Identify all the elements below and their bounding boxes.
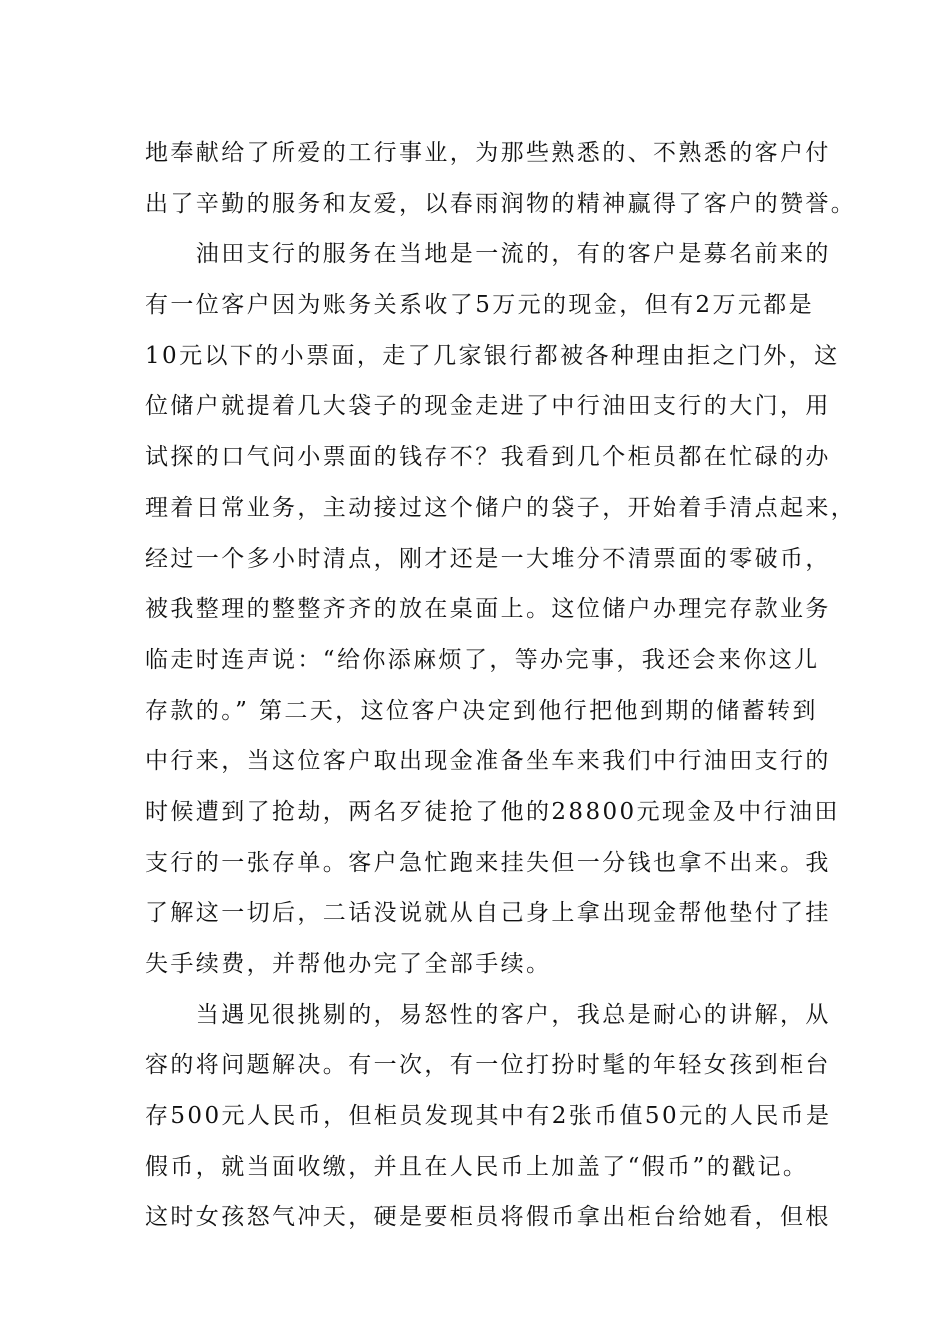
body-text [145, 128, 857, 1243]
text-line: 位储户就提着几大袋子的现金走进了中行油田支行的大门，用 [145, 393, 831, 420]
text-line: 中行来，当这位客户取出现金准备坐车来我们中行油田支行的 [145, 748, 831, 775]
text-line: 存500元人民币，但柜员发现其中有2张币值50元的人民币是 [145, 1103, 832, 1130]
text-line: 存款的。” 第二天，这位客户决定到他行把他到期的储蓄转到 [145, 697, 818, 724]
text-line: 时候遭到了抢劫，两名歹徒抢了他的28800元现金及中行油田 [145, 798, 840, 825]
text-line: 支行的一张存单。客户急忙跑来挂失但一分钱也拿不出来。我 [145, 849, 831, 876]
text-line: 这时女孩怒气冲天，硬是要柜员将假币拿出柜台给她看，但根 [145, 1204, 831, 1231]
text-line: 10元以下的小票面，走了几家银行都被各种理由拒之门外，这 [145, 342, 840, 369]
text-line: 了解这一切后，二话没说就从自己身上拿出现金帮他垫付了挂 [145, 900, 831, 927]
text-line: 有一位客户因为账务关系收了5万元的现金，但有2万元都是 [145, 292, 815, 319]
text-line: 油田支行的服务在当地是一流的，有的客户是募名前来的 [145, 241, 831, 268]
text-line: 临走时连声说：“给你添麻烦了，等办完事，我还会来你这儿 [145, 646, 820, 673]
text-line: 地奉献给了所爱的工行事业，为那些熟悉的、不熟悉的客户付 [145, 140, 831, 166]
text-line: 当遇见很挑剔的，易怒性的客户，我总是耐心的讲解，从 [145, 1001, 831, 1028]
text-line: 试探的口气问小票面的钱存不？我看到几个柜员都在忙碌的办 [145, 444, 831, 471]
text-line: 假币，就当面收缴，并且在人民币上加盖了“假币”的戳记。 [145, 1153, 809, 1180]
text-line: 容的将问题解决。有一次，有一位打扮时髦的年轻女孩到柜台 [145, 1052, 831, 1079]
text-line: 被我整理的整整齐齐的放在桌面上。这位储户办理完存款业务 [145, 596, 831, 623]
text-line: 经过一个多小时清点，刚才还是一大堆分不清票面的零破币， [145, 545, 831, 572]
text-line: 出了辛勤的服务和友爱，以春雨润物的精神赢得了客户的赞誉。 [145, 190, 857, 217]
text-line: 失手续费，并帮他办完了全部手续。 [145, 951, 552, 977]
text-line: 理着日常业务，主动接过这个储户的袋子，开始着手清点起来， [145, 494, 857, 521]
